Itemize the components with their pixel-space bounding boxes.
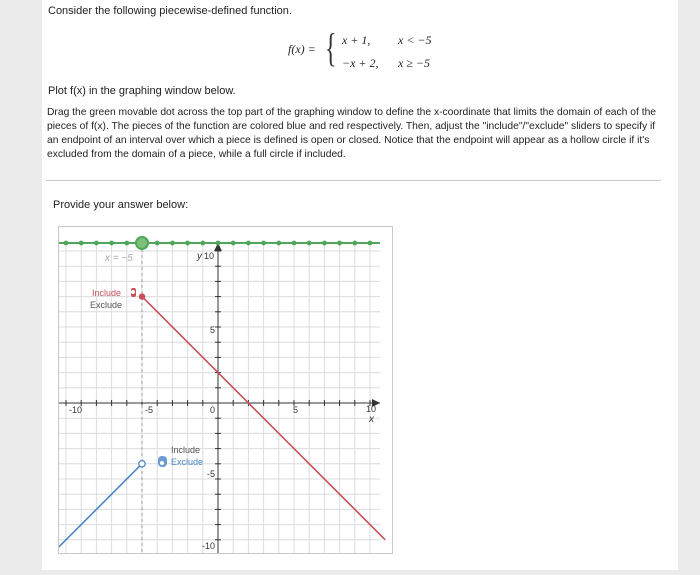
slider-track-dot[interactable]	[352, 241, 357, 246]
red-exclude-label[interactable]: Exclude	[90, 300, 123, 310]
slider-track-dot[interactable]	[155, 241, 160, 246]
plot-instruction: Plot f(x) in the graphing window below.	[48, 85, 236, 97]
drag-instruction: Drag the green movable dot across the top part of the graphing window to define the x-coordinate that limits the domain of each of the pieces of f(x). The pieces of the function are colored blue and red respectively. Then, adjust the "include"/"exclude" sliders to specify if an endpoint of an interval over which a piece is defined is open or closed. Notice that the endpoint will appear as a hollow circle if it's excluded from the domain of a piece, while a full circle if included.	[47, 107, 657, 160]
question-panel	[42, 0, 678, 570]
blue-toggle-knob[interactable]	[160, 461, 164, 465]
slider-track-dot[interactable]	[170, 241, 175, 246]
x-tick-neg10: -10	[69, 405, 83, 415]
blue-piece-endpoint	[139, 461, 145, 467]
slider-track-dot[interactable]	[94, 241, 99, 246]
slider-track-dot[interactable]	[337, 241, 342, 246]
question-intro: Consider the following piecewise-defined function.	[48, 5, 292, 17]
provide-answer-label: Provide your answer below:	[53, 199, 189, 211]
x-tick-5: 5	[293, 405, 299, 415]
slider-track-dot[interactable]	[109, 241, 114, 246]
slider-track-dot[interactable]	[292, 241, 297, 246]
slider-track-dot[interactable]	[79, 241, 84, 246]
slider-track-dot[interactable]	[276, 241, 281, 246]
case-2-condition: x ≥ −5	[398, 56, 431, 70]
slider-track-dot[interactable]	[200, 241, 205, 246]
red-toggle-knob[interactable]	[131, 290, 135, 294]
x-axis-label: x	[369, 414, 374, 425]
y-tick-neg5: -5	[207, 469, 216, 479]
function-label: f(x) =	[288, 42, 316, 56]
y-tick-5: 5	[210, 325, 216, 335]
x-tick-0: 0	[210, 405, 216, 415]
x-tick-10: 10	[366, 404, 377, 414]
case-1-expression: x + 1,	[342, 33, 371, 47]
y-axis-label: y	[197, 251, 202, 262]
graphing-window[interactable]	[58, 226, 393, 554]
blue-exclude-label[interactable]: Exclude	[171, 457, 204, 467]
blue-include-label[interactable]: Include	[171, 445, 201, 455]
slider-track-dot[interactable]	[261, 241, 266, 246]
divider-label: x = −5	[105, 253, 133, 264]
function-pieces	[59, 297, 385, 553]
piecewise-brace: {	[325, 25, 337, 70]
red-include-label[interactable]: Include	[92, 288, 122, 298]
green-movable-dot[interactable]	[136, 237, 148, 249]
case-1-condition: x < −5	[398, 33, 432, 47]
slider-track-dot[interactable]	[231, 241, 236, 246]
slider-track-dot[interactable]	[216, 241, 221, 246]
slider-track-dot[interactable]	[246, 241, 251, 246]
red-piece-endpoint	[139, 293, 145, 299]
case-2-expression: −x + 2,	[342, 56, 379, 70]
y-tick-10: 10	[204, 251, 215, 261]
slider-track-dot[interactable]	[322, 241, 327, 246]
y-tick-neg10: -10	[202, 541, 216, 551]
slider-track-dot[interactable]	[124, 241, 129, 246]
top-slider-track[interactable]	[59, 241, 380, 246]
x-tick-neg5: -5	[145, 405, 154, 415]
slider-track-dot[interactable]	[307, 241, 312, 246]
divider-line	[46, 180, 661, 181]
graph-svg[interactable]	[59, 227, 392, 553]
slider-track-dot[interactable]	[64, 241, 69, 246]
slider-track-dot[interactable]	[185, 241, 190, 246]
slider-track-dot[interactable]	[368, 241, 373, 246]
